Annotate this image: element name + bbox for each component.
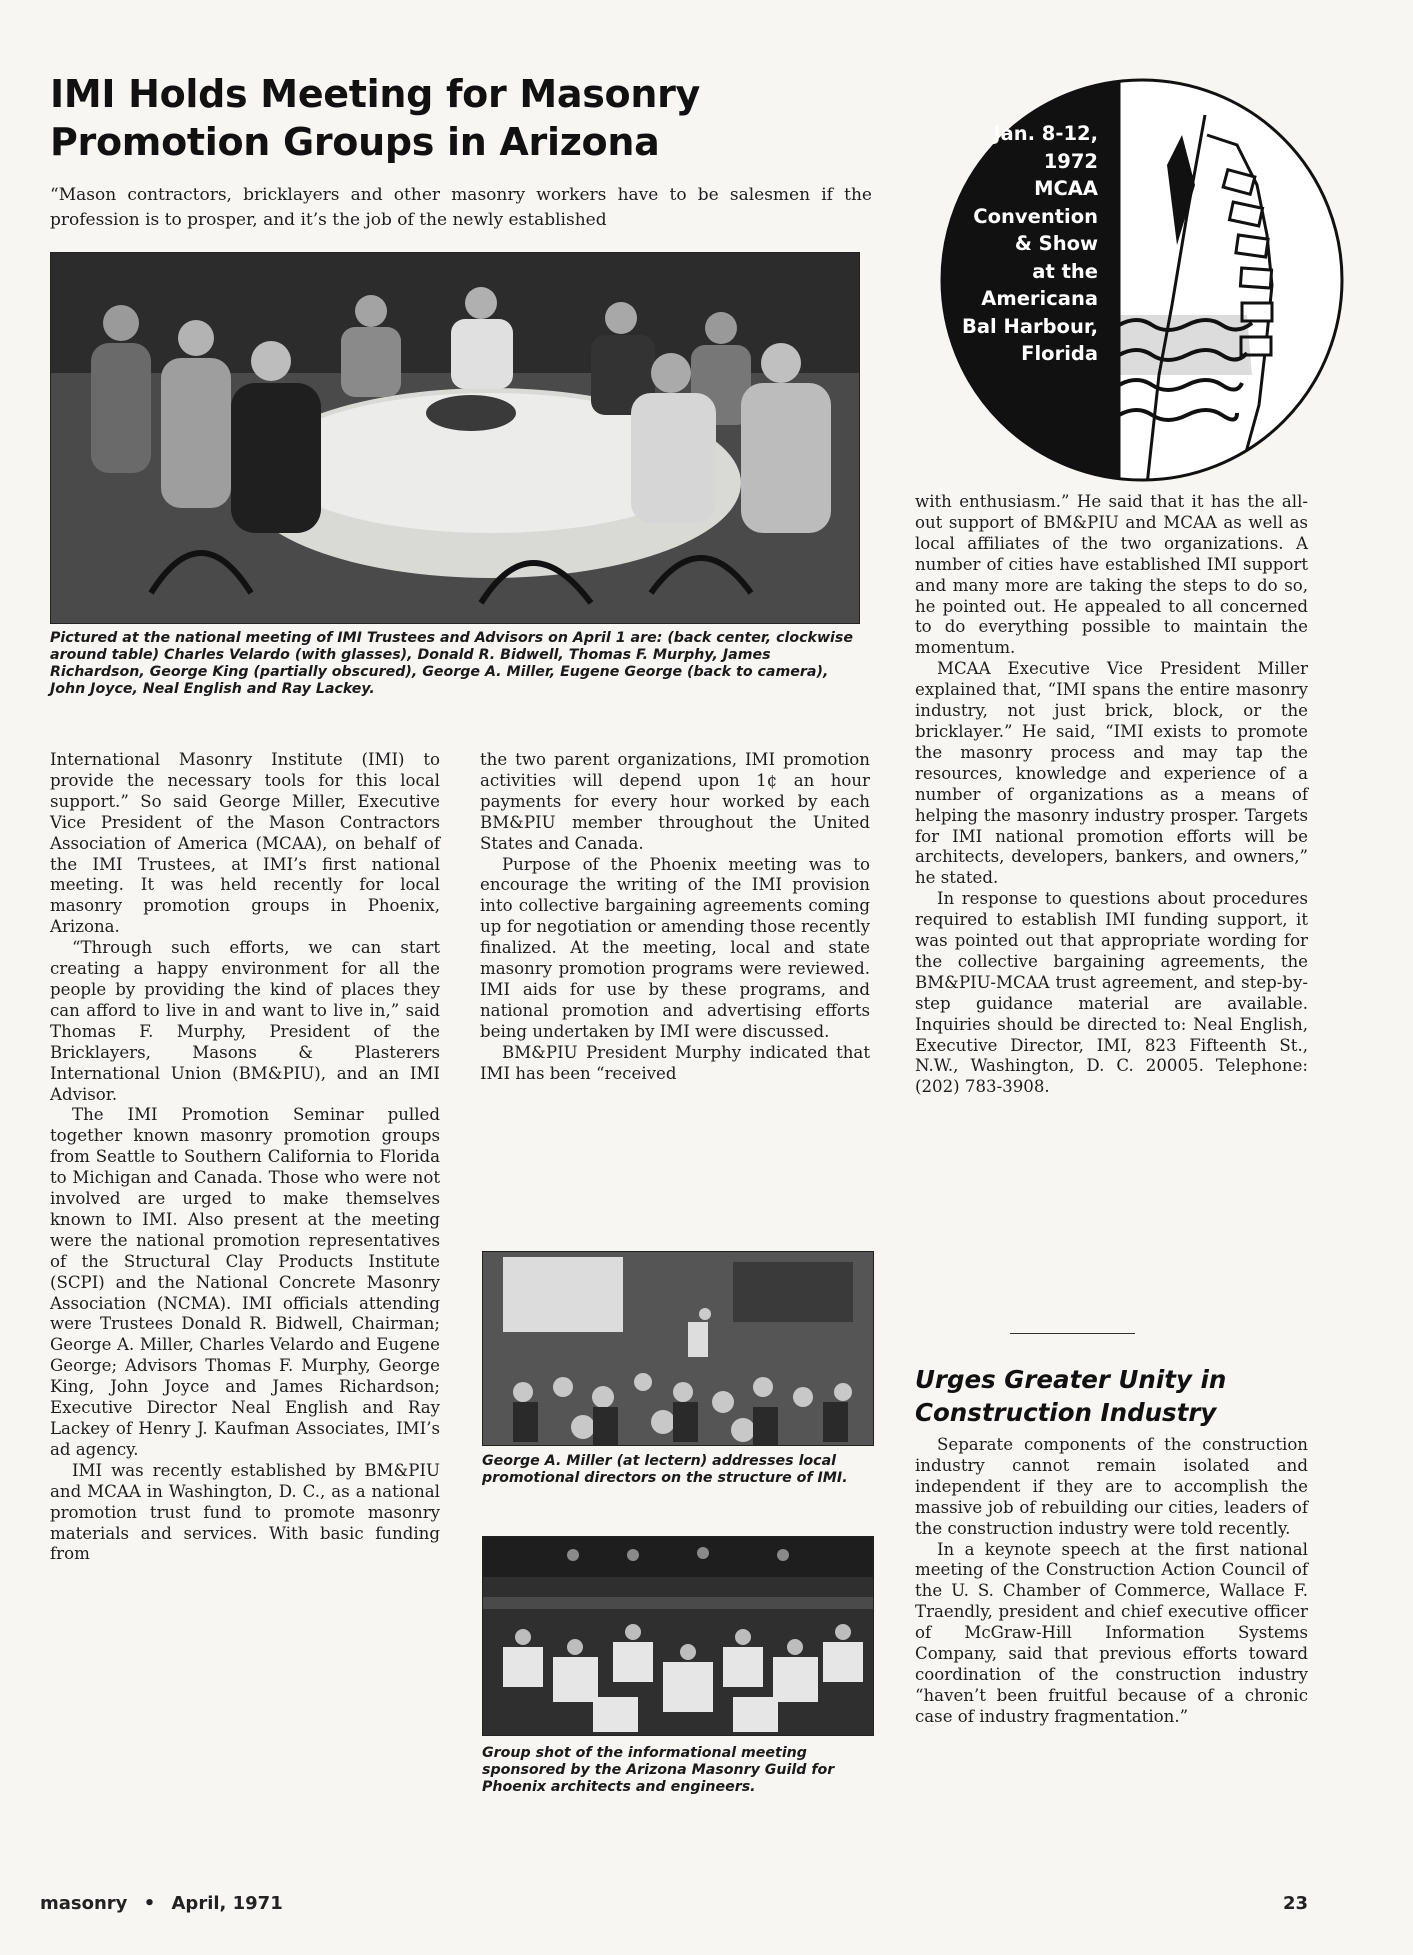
article-headline [50,70,910,166]
convention-line: Jan. 8-12, [993,122,1098,145]
page-footer [40,1893,293,1914]
headline-line-2: Promotion Groups in Arizona [50,120,660,164]
headline-line-1: IMI Holds Meeting for Masonry [50,72,700,116]
convention-line: MCAA [1034,177,1098,200]
footer-bullet: • [143,1893,156,1914]
paragraph: In response to questions about procedures required to establish IMI funding support, it was pointed out that appropriate wording for the collective bargaining agreements, the BM&PIU-MCAA trust agreement, and step-by-step guidance material are available. Inquiries should be directed to: Neal English, Executive Director, IMI, 823 Fifteenth St., N.W., Washington, D. C. 20005. Telephone: (202) 783-3908. [915,889,1308,1097]
paragraph: International Masonry Institute (IMI) to provide the necessary tools for this local support.” So said George Miller, Executive Vice President of the Mason Contractors Association of America (MCAA), on behalf of the IMI Trustees, at IMI’s first national meeting. It was held recently for local masonry promotion groups in Phoenix, Arizona. [50,750,440,937]
second-article-headline [915,1363,1335,1429]
article-divider [1010,1333,1135,1334]
convention-line: Bal Harbour, [962,314,1098,338]
convention-line: Americana [981,287,1098,310]
second-article-body [915,1435,1308,1728]
group-photo-caption: Group shot of the informational meeting sponsored by the Arizona Masonry Guild for Phoenix architects and engineers. [482,1745,835,1795]
page-number: 23 [1283,1893,1309,1914]
paragraph: Separate components of the construction industry cannot remain isolated and independent if they are to accomplish the massive job of rebuilding our cities, leaders of the construction industry were told recently. [915,1435,1308,1538]
issue-date: April, 1971 [171,1893,283,1914]
paragraph: MCAA Executive Vice President Miller explained that, “IMI spans the entire masonry industry, not just brick, block, or the bricklayer.” He said, “IMI exists to promote the masonry process and may tap the resources, knowledge and experience of a number of organizations as a means of helping the masonry industry prosper. Targets for IMI national promotion efforts will be architects, developers, bankers, and owners,” he stated. [915,659,1308,888]
paragraph: the two parent organizations, IMI promotion activities will depend upon 1¢ an hour payments for every hour worked by each BM&PIU member throughout the United States and Canada. [480,750,870,853]
subhead-line-1: Urges Greater Unity in [915,1365,1227,1394]
paragraph: BM&PIU President Murphy indicated that IMI has been “received [480,1042,870,1083]
paragraph: IMI was recently established by BM&PIU and MCAA in Washington, D. C., as a national promotion trust fund to promote masonry materials and services. With basic funding from [50,1460,440,1564]
subhead-line-2: Construction Industry [915,1398,1217,1427]
lectern-photo [482,1251,874,1446]
paragraph: with enthusiasm.” He said that it has the all-out support of BM&PIU and MCAA as well as local affiliates of the two organizations. A number of cities have established IMI support and many more are taking the steps to do so, he pointed out. He appealed to all concerned to do everything possible to maintain the momentum. [915,492,1308,658]
paragraph: The IMI Promotion Seminar pulled together known masonry promotion groups from Seattle to Southern California to Florida to Michigan and Canada. Those who were not involved are urged to make themselves known to IMI. Also present at the meeting were the national promotion representatives of the Structural Clay Products Institute (SCPI) and the National Concrete Masonry Association (NCMA). IMI officials attending were Trustees Donald R. Bidwell, Chairman; George A. Miller, Charles Velardo and Eugene George; Advisors Thomas F. Murphy, George King, John Joyce and James Richardson; Executive Director Neal English and Ray Lackey of Henry J. Kaufman Associates, IMI’s ad agency. [50,1105,440,1459]
trustees-photo-caption: Pictured at the national meeting of IMI Trustees and Advisors on April 1 are: (back center, clockwise around table) Charles Velardo (with glasses), Donald R. Bidwell, Thomas F. Murphy, James Richardson, George King (partially obscured), George A. Miller, Eugene George (back to camera), John Joyce, Neal English and Ray Lackey. [50,630,853,697]
convention-line: Convention [973,204,1098,228]
convention-line: at the [1032,259,1098,283]
paragraph: In a keynote speech at the first national meeting of the Construction Action Council of the U. S. Chamber of Commerce, Wallace F. Traendly, president and chief executive officer of McGraw-Hill Information Systems Company, said that previous efforts toward coordination of the construction industry “haven’t been fruitful because of a chronic case of industry fragmentation.” [915,1539,1308,1726]
paragraph: Purpose of the Phoenix meeting was to encourage the writing of the IMI provision into collective bargaining agreements coming up for negotiation or amending those recently finalized. At the meeting, local and state masonry promotion programs were reviewed. IMI aids for use by these programs, and national promotion and advertising efforts being undertaken by IMI were discussed. [480,854,870,1041]
paragraph: “Through such efforts, we can start creating a happy environment for all the people by providing the kind of places they can afford to live in and want to live in,” said Thomas F. Murphy, President of the Bricklayers, Masons & Plasterers International Union (BM&PIU), and an IMI Advisor. [50,938,440,1104]
article-column-2 [480,750,870,1085]
convention-line: & Show [1014,232,1098,255]
article-column-3 [915,492,1308,1098]
trustees-meeting-photo [50,252,860,624]
group-meeting-photo [482,1536,874,1736]
convention-announcement [955,120,1098,368]
convention-line: Florida [1021,342,1098,365]
article-intro: “Mason contractors, bricklayers and other masonry workers have to be salesmen if the profession is to prosper, and it’s the job of the newly established [50,185,872,230]
article-column-1 [50,750,440,1565]
publication-name: masonry [40,1893,128,1914]
lectern-photo-caption: George A. Miller (at lectern) addresses local promotional directors on the structure of IMI. [482,1453,848,1486]
convention-line: 1972 [1043,149,1098,173]
